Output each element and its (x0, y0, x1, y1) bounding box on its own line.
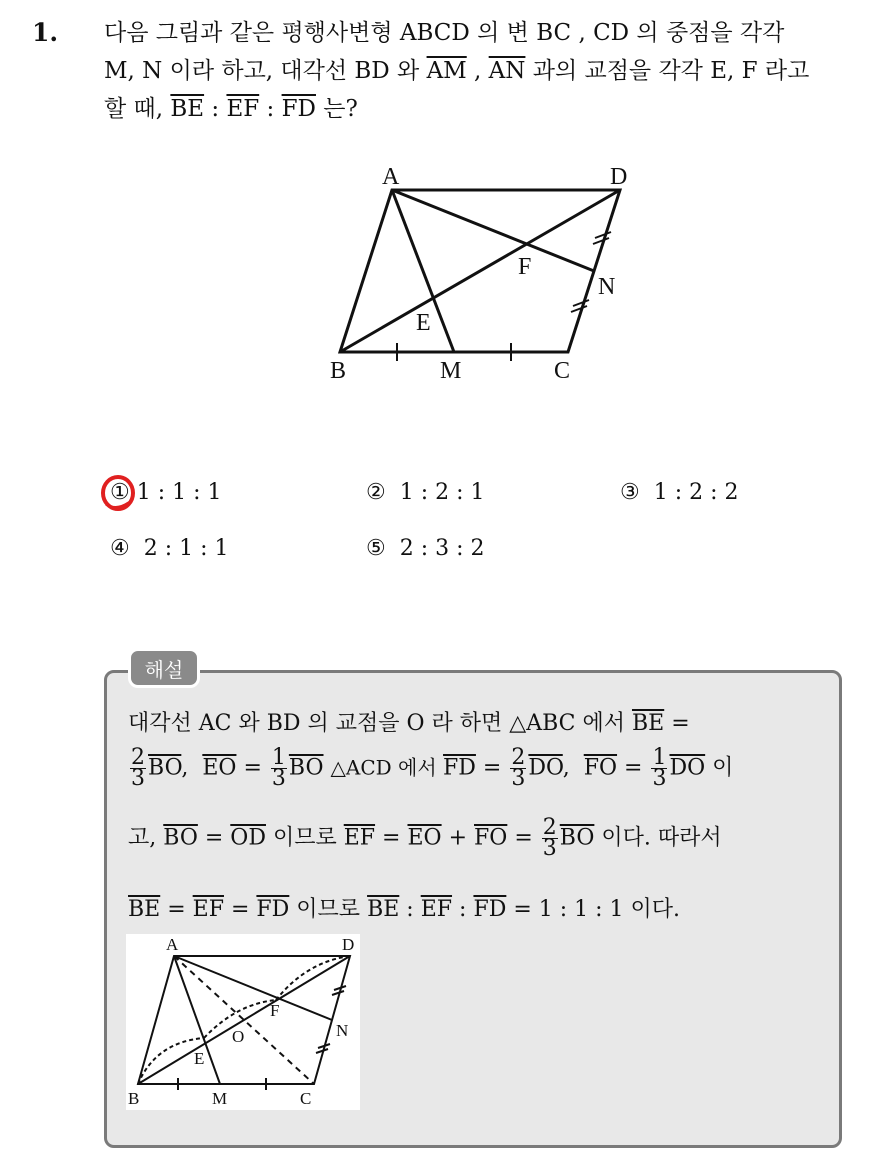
solution-tab: 해설 (128, 648, 200, 688)
sol-text: 이 (712, 755, 734, 781)
segment-fd: $\overline{FD}$ (473, 897, 507, 922)
solution-figure (126, 934, 360, 1110)
sol-tick (332, 991, 344, 995)
solution-line-3: 고, $\overline{BO} = \overline{OD}$ 이므로 $\overline{EF} = \overline{EO} + \overline{FO}$ = $\frac{2}{3}$ $\overline{BO}$ 이다. 따라서 (128, 815, 722, 861)
choice-text: 2 : 3 : 2 (399, 536, 485, 561)
sol-label-b: B (128, 1089, 140, 1108)
choice-marker: ② (366, 480, 386, 505)
label-n: N (598, 274, 616, 300)
fraction: $\frac{2}{3}$ (542, 815, 557, 861)
segment-bo: $\overline{BO}$ (163, 825, 198, 851)
q-text: : (259, 96, 282, 122)
segment-eo: $\overline{EO}$ (407, 825, 442, 851)
sol-label-c: C (300, 1089, 312, 1108)
choice-text: 1 : 2 : 1 (399, 480, 485, 505)
sol-label-d: D (342, 935, 355, 954)
q-text: 할 때, (104, 96, 171, 122)
segment-ef: $\overline{EF}$ (420, 897, 453, 922)
choice-marker: ③ (620, 480, 640, 505)
q-text: M, N 이라 하고, 대각선 BD 와 (104, 58, 427, 84)
sol-label-a: A (166, 935, 179, 954)
segment-ef: $\overline{EF}$ (192, 897, 224, 922)
segment-an-line (392, 190, 594, 271)
segment-fd: $\overline{FD}$ (281, 96, 316, 122)
label-e: E (416, 310, 431, 336)
choice-1[interactable] (110, 480, 222, 505)
segment-ef: $\overline{EF}$ (343, 825, 376, 851)
sol-label-n: N (336, 1021, 349, 1040)
sol-label-f: F (270, 1001, 280, 1020)
solution-line-4: $\overline{BE} = \overline{EF} = \overline{FD}$ 이므로 $\overline{BE}$ : $\overline{EF}$ : $\overline{FD} = 1$ : 1 : 1 이다. (128, 897, 681, 922)
q-text: , (466, 58, 489, 84)
sol-segment-an (174, 956, 332, 1020)
segment-fo: $\overline{FO}$ (474, 825, 508, 851)
q-text: : (204, 96, 227, 122)
segment-do: $\overline{DO}$ (528, 755, 563, 781)
sol-label-o: O (232, 1027, 245, 1046)
label-d: D (610, 164, 628, 190)
segment-be: $\overline{BE}$ (170, 96, 205, 122)
question-number: 1. (32, 18, 59, 47)
sol-label-e: E (194, 1049, 205, 1068)
segment-be: $\overline{BE}$ (128, 897, 161, 922)
label-a: A (382, 164, 400, 190)
choice-5[interactable] (366, 536, 485, 561)
fraction: $\frac{1}{3}$ (652, 745, 667, 791)
choice-3[interactable] (620, 480, 739, 505)
segment-od: $\overline{OD}$ (230, 825, 266, 851)
q-text: 는? (315, 96, 358, 122)
solution-line-1 (128, 706, 690, 737)
segment-fo: $\overline{FO}$ (583, 755, 618, 781)
choice-4[interactable] (110, 536, 229, 561)
sol-text: 대각선 AC 와 BD 의 교점을 O 라 하면 △ABC 에서 (128, 711, 632, 736)
sol-text: = (664, 711, 690, 736)
question-line-1: 다음 그림과 같은 평행사변형 ABCD 의 변 BC , CD 의 중점을 각각 (104, 20, 785, 46)
segment-be: $\overline{BE}$ (367, 897, 400, 922)
parallelogram-figure (310, 150, 650, 390)
question-line-2 (104, 52, 864, 90)
question-text (104, 14, 864, 128)
sol-text: △ACD 에서 (330, 755, 444, 780)
segment-bo: $\overline{BO}$ (148, 755, 182, 781)
segment-bo: $\overline{BO}$ (559, 825, 595, 851)
segment-bo: $\overline{BO}$ (288, 755, 324, 781)
segment-fd: $\overline{FD}$ (256, 897, 290, 922)
choice-text: 1 : 1 : 1 (136, 480, 222, 505)
choice-2[interactable] (366, 480, 485, 505)
choice-text: 2 : 1 : 1 (143, 536, 229, 561)
segment-be: $\overline{BE}$ (631, 711, 665, 736)
segment-eo: $\overline{EO}$ (202, 755, 237, 781)
choice-marker: ④ (110, 536, 130, 561)
choice-marker: ① (110, 480, 130, 505)
fraction: $\frac{1}{3}$ (271, 745, 286, 791)
label-m: M (440, 358, 462, 384)
sol-label-m: M (212, 1089, 228, 1108)
fraction: $\frac{2}{3}$ (511, 745, 526, 791)
q-text: 과의 교점을 각각 E, F 라고 (525, 58, 810, 84)
choice-text: 1 : 2 : 2 (653, 480, 739, 505)
fraction: $\frac{2}{3}$ (131, 745, 145, 791)
diagonal-bd (340, 190, 620, 352)
segment-an: $\overline{AN}$ (488, 58, 526, 84)
choice-marker: ⑤ (366, 536, 386, 561)
segment-ef: $\overline{EF}$ (226, 96, 260, 122)
segment-fd: $\overline{FD}$ (443, 755, 476, 781)
question-line-3 (104, 90, 864, 128)
label-b: B (330, 358, 347, 384)
label-f: F (518, 254, 532, 280)
solution-line-2: $\frac{2}{3}$ $\overline{BO}$, $\overline{EO}$ = $\frac{1}{3}$ $\overline{BO}$ △ACD 에서 $\overline{FD}$ = $\frac{2}{3}$ $\overline{DO}$, $\overline{FO}$ = $\frac{1}{3}$ $\overline{DO}$ 이 (131, 745, 734, 791)
segment-am: $\overline{AM}$ (426, 58, 467, 84)
segment-do: $\overline{DO}$ (669, 755, 706, 781)
sol-diagonal-bd (138, 956, 350, 1084)
label-c: C (554, 358, 571, 384)
